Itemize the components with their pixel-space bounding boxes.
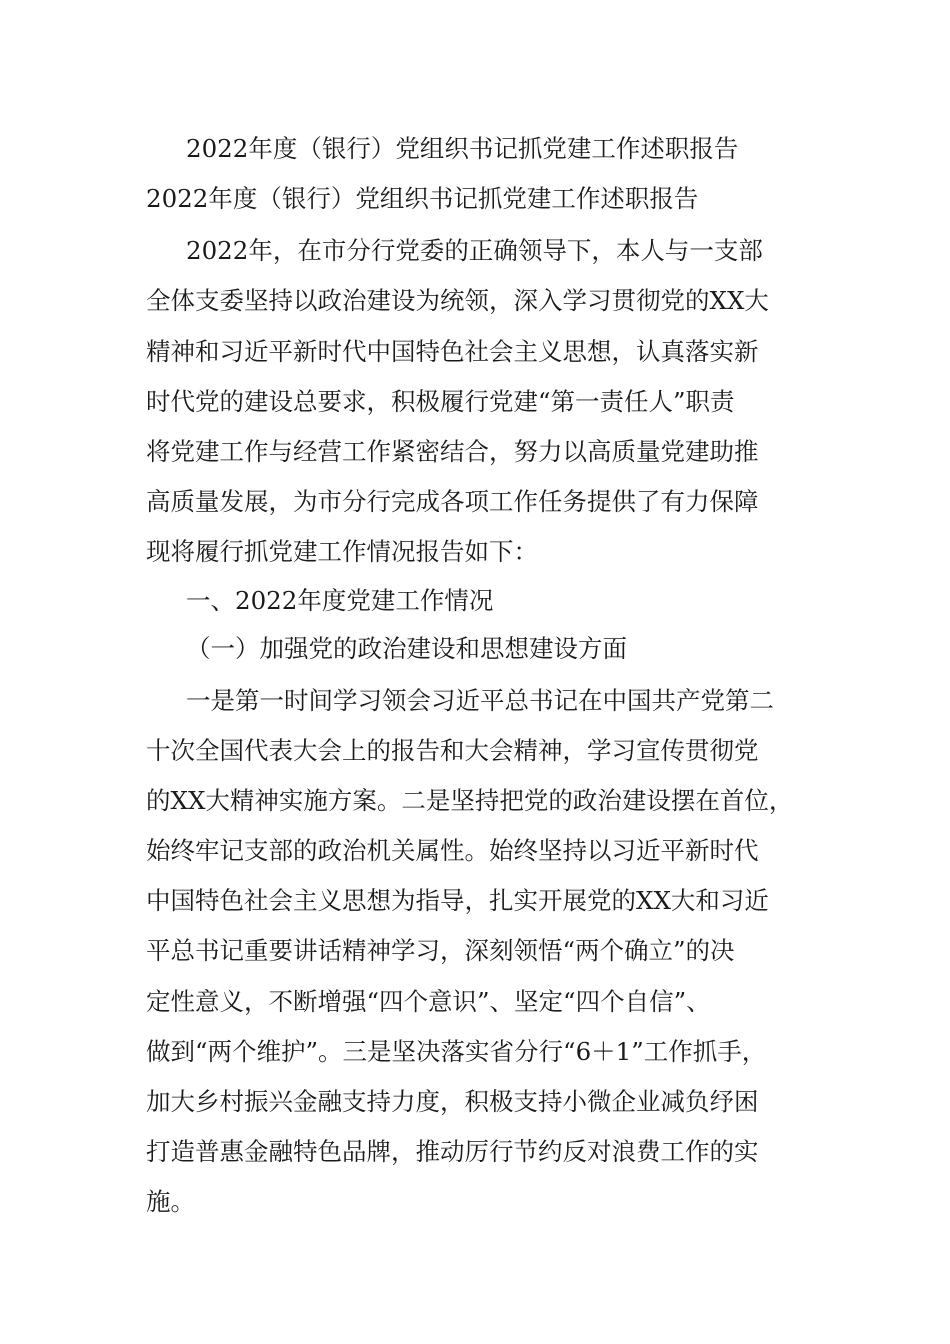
body-line: 十次全国代表大会上的报告和大会精神，学习宣传贯彻党 [146, 736, 759, 765]
body-line: 做到“两个维护”。三是坚决落实省分行“6＋1”工作抓手， [146, 1037, 767, 1066]
intro-line: 2022年，在市分行党委的正确领导下，本人与一支部 [186, 236, 763, 265]
body-line: 始终牢记支部的政治机关属性。始终坚持以习近平新时代 [146, 836, 759, 865]
body-line: 一是第一时间学习领会习近平总书记在中国共产党第二 [186, 686, 774, 715]
body-line: 加大乡村振兴金融支持力度，积极支持小微企业减负纾困 [146, 1087, 759, 1116]
section-heading: 一、2022年度党建工作情况 [186, 586, 494, 615]
body-line: 中国特色社会主义思想为指导，扎实开展党的XX大和习近 [146, 886, 769, 915]
intro-line: 现将履行抓党建工作情况报告如下： [146, 537, 538, 566]
intro-line: 精神和习近平新时代中国特色社会主义思想，认真落实新 [146, 337, 759, 366]
body-line: 的XX大精神实施方案。二是坚持把党的政治建设摆在首位， [146, 786, 794, 815]
intro-line: 将党建工作与经营工作紧密结合，努力以高质量党建助推 [146, 437, 759, 466]
body-line: 平总书记重要讲话精神学习，深刻领悟“两个确立”的决 [146, 936, 735, 965]
body-line: 定性意义，不断增强“四个意识”、坚定“四个自信”、 [146, 987, 711, 1016]
body-line: 施。 [146, 1187, 195, 1216]
subsection-heading: （一）加强党的政治建设和思想建设方面 [186, 634, 627, 663]
intro-line: 全体支委坚持以政治建设为统领，深入学习贯彻党的XX大 [146, 286, 769, 315]
intro-line: 时代党的建设总要求，积极履行党建“第一责任人”职责 [146, 387, 735, 416]
document-title-repeat: 2022年度（银行）党组织书记抓党建工作述职报告 [146, 184, 699, 213]
intro-line: 高质量发展，为市分行完成各项工作任务提供了有力保障 [146, 487, 759, 516]
document-title: 2022年度（银行）党组织书记抓党建工作述职报告 [186, 134, 739, 163]
body-line: 打造普惠金融特色品牌，推动厉行节约反对浪费工作的实 [146, 1137, 759, 1166]
